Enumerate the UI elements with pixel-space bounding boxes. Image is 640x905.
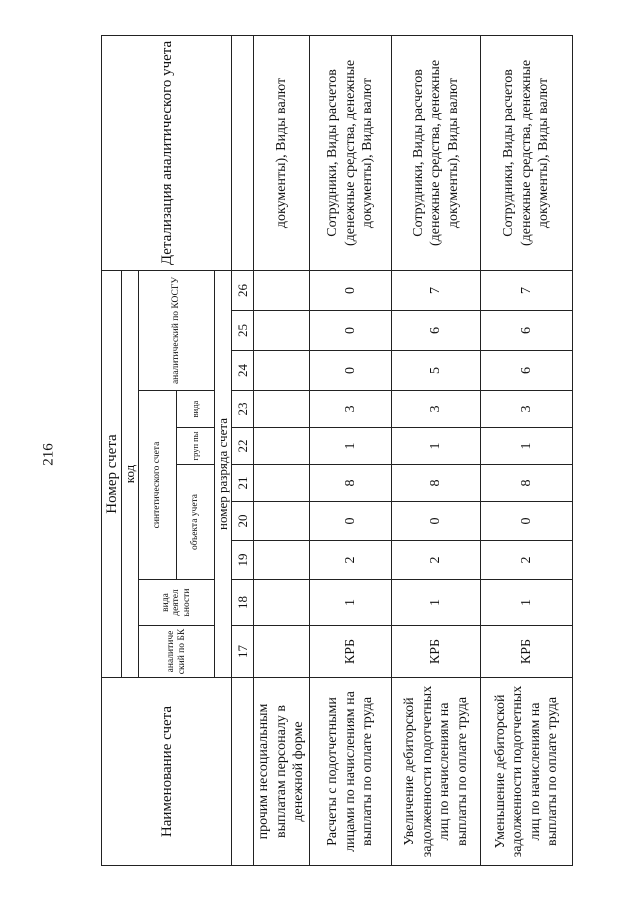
row-detail: Сотрудники, Виды расчетов (денежные средства, денежные документы), Виды валют xyxy=(310,35,392,270)
row-value: 1 xyxy=(392,428,481,465)
row-value xyxy=(254,580,310,626)
digit-blank-right xyxy=(232,35,254,270)
row-value: 8 xyxy=(310,465,392,502)
header-synthetic: синтетического счета xyxy=(139,391,177,580)
row-value xyxy=(254,270,310,310)
row-value: 0 xyxy=(310,270,392,310)
row-value: 3 xyxy=(481,391,573,428)
table-row xyxy=(481,35,573,865)
header-kosgu: аналитический по КОСГУ xyxy=(139,270,215,390)
digit-23: 23 xyxy=(232,391,254,428)
row-detail: Сотрудники, Виды расчетов (денежные средства, денежные документы), Виды валют xyxy=(481,35,573,270)
digit-20: 20 xyxy=(232,502,254,541)
digit-26: 26 xyxy=(232,270,254,310)
row-account-name: Уменьшение дебиторской задолженности подотчетных лиц по начислениям на выплаты по оплате труда xyxy=(481,678,573,866)
row-value: 2 xyxy=(481,541,573,580)
row-value: 7 xyxy=(392,270,481,310)
row-value: 1 xyxy=(310,580,392,626)
row-value xyxy=(254,502,310,541)
header-account-number: Номер счета xyxy=(102,270,122,677)
row-value: 6 xyxy=(481,311,573,351)
row-value: 1 xyxy=(392,580,481,626)
row-value: КРБ xyxy=(310,626,392,678)
digit-18: 18 xyxy=(232,580,254,626)
header-activity-type: вида деятел ьности xyxy=(139,580,215,626)
row-value: 0 xyxy=(310,351,392,391)
row-account-name: прочим несоциальным выплатам персоналу в денежной форме xyxy=(254,678,310,866)
row-value: 8 xyxy=(392,465,481,502)
row-account-name: Расчеты с подотчетными лицами по начислениям на выплаты по оплате труда xyxy=(310,678,392,866)
accounts-table xyxy=(101,35,573,866)
digit-22: 22 xyxy=(232,428,254,465)
row-value xyxy=(254,541,310,580)
header-analytic-bk: аналитиче ский по БК xyxy=(139,626,215,678)
row-value: 5 xyxy=(392,351,481,391)
row-account-name: Увеличение дебиторской задолженности подотчетных лиц по начислениям на выплаты по оплате труда xyxy=(392,678,481,866)
row-value xyxy=(254,391,310,428)
row-value: 1 xyxy=(481,580,573,626)
header-group: груп пы xyxy=(177,428,215,465)
digit-blank-left xyxy=(232,678,254,866)
row-value: 0 xyxy=(310,311,392,351)
row-detail: Сотрудники, Виды расчетов (денежные средства, денежные документы), Виды валют xyxy=(392,35,481,270)
row-value: КРБ xyxy=(481,626,573,678)
row-value: 7 xyxy=(481,270,573,310)
row-value: 6 xyxy=(392,311,481,351)
header-account-name: Наименование счета xyxy=(102,678,232,866)
table-row xyxy=(254,35,310,865)
row-value xyxy=(254,351,310,391)
row-value xyxy=(254,626,310,678)
header-account-object: объекта учета xyxy=(177,465,215,580)
row-value: 2 xyxy=(392,541,481,580)
row-value: 0 xyxy=(481,502,573,541)
row-value: 1 xyxy=(481,428,573,465)
table-row xyxy=(310,35,392,865)
row-value xyxy=(254,465,310,502)
row-value: 0 xyxy=(310,502,392,541)
digit-17: 17 xyxy=(232,626,254,678)
row-value xyxy=(254,311,310,351)
row-value: 2 xyxy=(310,541,392,580)
row-value: 3 xyxy=(310,391,392,428)
digit-19: 19 xyxy=(232,541,254,580)
digit-21: 21 xyxy=(232,465,254,502)
row-value: 0 xyxy=(392,502,481,541)
digit-25: 25 xyxy=(232,311,254,351)
table-row xyxy=(392,35,481,865)
row-value xyxy=(254,428,310,465)
row-value: КРБ xyxy=(392,626,481,678)
header-digit-row: номер разряда счета xyxy=(215,270,232,677)
row-value: 6 xyxy=(481,351,573,391)
row-value: 8 xyxy=(481,465,573,502)
header-kind: вида xyxy=(177,391,215,428)
digit-24: 24 xyxy=(232,351,254,391)
row-value: 1 xyxy=(310,428,392,465)
header-detail: Детализация аналитического учета xyxy=(102,35,232,270)
rotated-page-content xyxy=(101,36,560,866)
row-value: 3 xyxy=(392,391,481,428)
header-code: код xyxy=(122,270,139,677)
row-detail: документы), Виды валют xyxy=(254,35,310,270)
page-number: 216 xyxy=(40,443,57,466)
